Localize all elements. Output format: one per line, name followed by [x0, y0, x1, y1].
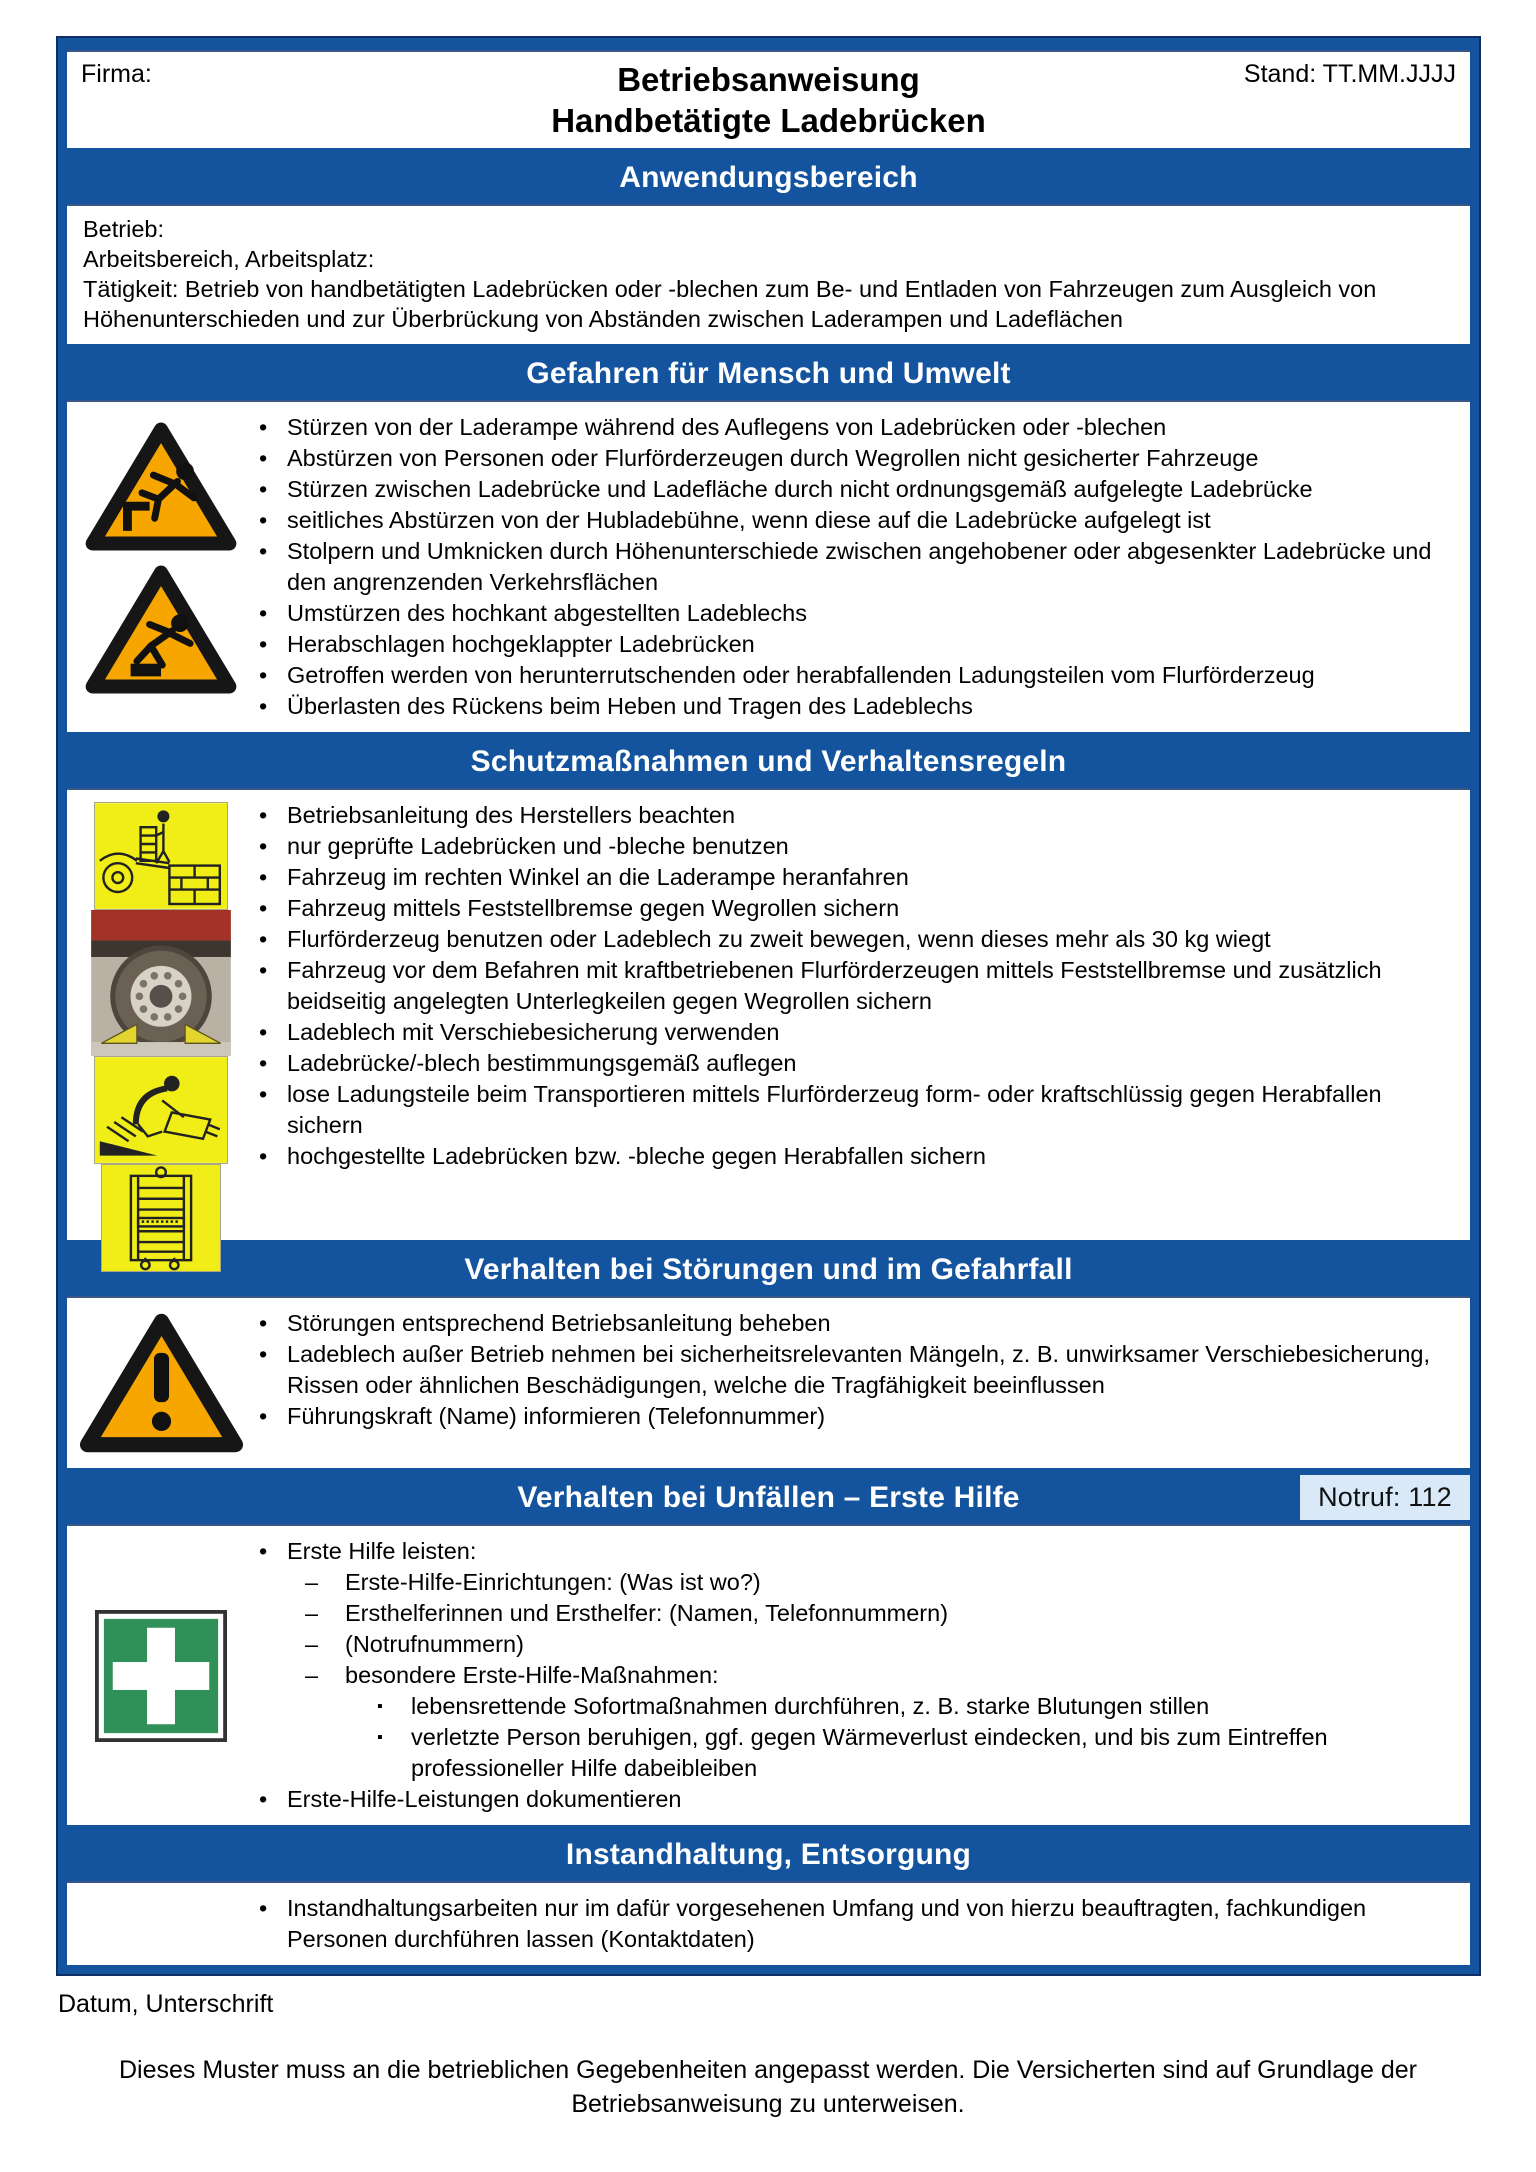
anwendungsbereich-lines [83, 214, 1454, 334]
bullet-marker: • [259, 833, 268, 859]
list-item [259, 924, 1456, 955]
bullet-marker: • [259, 1019, 268, 1045]
section-title: Gefahren für Mensch und Umwelt [526, 356, 1011, 390]
list-item [259, 1598, 1456, 1629]
bullet-marker: – [305, 1569, 319, 1595]
section-bar-stoerungen [58, 1247, 1479, 1292]
list-item [259, 1784, 1456, 1815]
bullet-marker: • [259, 538, 268, 564]
bullet-marker: • [259, 1895, 268, 1921]
list-item-text: Führungskraft (Name) informieren (Telefonnummer) [287, 1403, 826, 1429]
list-item [259, 1079, 1456, 1141]
section-title: Verhalten bei Unfällen – Erste Hilfe [517, 1480, 1020, 1514]
section-title: Anwendungsbereich [619, 160, 918, 194]
list-item [259, 1339, 1456, 1401]
warning-fall-from-edge-icon [85, 418, 237, 555]
title-block [381, 60, 1156, 142]
list-item-text: lose Ladungsteile beim Transportieren mittels Flurförderzeug form- oder kraftschlüssig gegen Herabfallen sichern [287, 1081, 1382, 1138]
warning-tripping-hazard-icon [85, 561, 237, 698]
footer-note: Dieses Muster muss an die betrieblichen Gegebenheiten angepasst werden. Die Versicherten sind auf Grundlage der Betriebsanweisung zu unterweisen. [119, 2056, 1417, 2118]
list-item-text: Überlasten des Rückens beim Heben und Tragen des Ladeblechs [287, 693, 973, 719]
list-item-text: Erste-Hilfe-Leistungen dokumentieren [287, 1786, 682, 1812]
list-item [259, 831, 1456, 862]
bullet-marker: • [259, 1403, 268, 1429]
list-item [259, 1141, 1456, 1172]
list-item [259, 412, 1456, 443]
pictogram-handtruck-over-loading-bridge [94, 802, 228, 910]
list-item [259, 691, 1456, 722]
list-item-text: Fahrzeug vor dem Befahren mit kraftbetriebenen Flurförderzeugen mittels Feststellbremse und zusätzlich beidseitig angelegten Unterlegkeilen gegen Wegrollen sichern [287, 957, 1382, 1014]
list-item [259, 955, 1456, 1017]
list-item [259, 1893, 1456, 1955]
bullet-marker: ▪ [377, 1698, 383, 1715]
document-header [67, 50, 1470, 148]
list-item [259, 443, 1456, 474]
warning-general-icon [79, 1309, 244, 1457]
bullet-marker: • [259, 1341, 268, 1367]
betriebsanweisung-sheet [56, 36, 1481, 1976]
list-item-text: Tätigkeit: Betrieb von handbetätigten Ladebrücken oder -blechen zum Be- und Entladen von Fahrzeugen zum Ausgleich von Höhenunterschieden und zur Überbrückung von Abständen zwischen Laderampen und Ladeflächen [83, 276, 1377, 332]
list-item [83, 214, 1454, 244]
list-item-text: nur geprüfte Ladebrücken und -bleche benutzen [287, 833, 789, 859]
list-item-text: Herabschlagen hochgeklappter Ladebrücken [287, 631, 755, 657]
bullet-marker: • [259, 507, 268, 533]
notruf-badge: Notruf: 112 [1300, 1475, 1470, 1520]
bullet-marker: • [259, 1050, 268, 1076]
unfaelle-list [67, 1526, 1470, 1825]
list-item [259, 1660, 1456, 1691]
list-item-text: Ladebrücke/-blech bestimmungsgemäß auflegen [287, 1050, 797, 1076]
list-item-text: Erste Hilfe leisten: [287, 1538, 477, 1564]
unfaelle-panel [67, 1524, 1470, 1825]
section-bar-instandhaltung [58, 1832, 1479, 1877]
bullet-marker: • [259, 414, 268, 440]
list-item [259, 1722, 1456, 1784]
list-item-text: hochgestellte Ladebrücken bzw. -bleche gegen Herabfallen sichern [287, 1143, 986, 1169]
list-item [259, 629, 1456, 660]
bullet-marker: – [305, 1600, 319, 1626]
list-item-text: Stürzen zwischen Ladebrücke und Ladefläche durch nicht ordnungsgemäß aufgelegte Ladebrücke [287, 476, 1313, 502]
photo-wheel-with-chocks [91, 910, 231, 1056]
firma-label: Firma: [81, 60, 152, 88]
list-item-text: Arbeitsbereich, Arbeitsplatz: [83, 246, 375, 272]
bullet-marker: • [259, 631, 268, 657]
bullet-marker: • [259, 1310, 268, 1336]
anwendungsbereich-panel [67, 204, 1470, 344]
bullet-marker: • [259, 1081, 268, 1107]
section-title: Schutzmaßnahmen und Verhaltensregeln [470, 744, 1067, 778]
document-title: Betriebsanweisung [617, 61, 920, 98]
bullet-marker: • [259, 693, 268, 719]
list-item [259, 1567, 1456, 1598]
list-item-text: Instandhaltungsarbeiten nur im dafür vorgesehenen Umfang und von hierzu beauftragten, fachkundigen Personen durchführen lassen (Kontaktdaten) [287, 1895, 1367, 1952]
list-item-text: verletzte Person beruhigen, ggf. gegen Wärmeverlust eindecken, und bis zum Eintreffen professioneller Hilfe dabeibleiben [411, 1724, 1328, 1781]
stoerungen-list [67, 1298, 1470, 1442]
list-item-text: Ladeblech mit Verschiebesicherung verwenden [287, 1019, 780, 1045]
list-item [259, 1691, 1456, 1722]
stand-date: Stand: TT.MM.JJJJ [1243, 60, 1456, 88]
list-item [259, 1048, 1456, 1079]
stoerungen-panel [67, 1296, 1470, 1468]
list-item [259, 1629, 1456, 1660]
list-item-text: Stolpern und Umknicken durch Höhenunterschiede zwischen angehobener oder abgesenkter Ladebrücke und den angrenzenden Verkehrsflächen [287, 538, 1432, 595]
bullet-marker: • [259, 476, 268, 502]
section-title: Verhalten bei Störungen und im Gefahrfall [464, 1252, 1073, 1286]
list-item-text: Abstürzen von Personen oder Flurförderzeugen durch Wegrollen nicht gesicherter Fahrzeuge [287, 445, 1259, 471]
document-subtitle: Handbetätigte Ladebrücken [551, 102, 986, 139]
list-item-text: Getroffen werden von herunterrutschenden oder herabfallenden Ladungsteilen vom Flurförderzeug [287, 662, 1315, 688]
instandhaltung-panel [67, 1881, 1470, 1965]
section-bar-gefahren [58, 351, 1479, 396]
list-item [259, 893, 1456, 924]
list-item-text: Störungen entsprechend Betriebsanleitung beheben [287, 1310, 831, 1336]
list-item [259, 598, 1456, 629]
gefahren-list [67, 402, 1470, 732]
list-item-text: Stürzen von der Laderampe während des Auflegens von Ladebrücken oder -blechen [287, 414, 1167, 440]
section-title: Instandhaltung, Entsorgung [565, 1837, 972, 1871]
section-bar-anwendungsbereich [58, 155, 1479, 200]
list-item-text: Ersthelferinnen und Ersthelfer: (Namen, Telefonnummern) [345, 1600, 949, 1626]
list-item-text: Flurförderzeug benutzen oder Ladeblech zu zweit bewegen, wenn dieses mehr als 30 kg wiegt [287, 926, 1271, 952]
bullet-marker: • [259, 926, 268, 952]
list-item-text: Ladeblech außer Betrieb nehmen bei sicherheitsrelevanten Mängeln, z. B. unwirksamer Verschiebesicherung, Rissen oder ähnlichen Beschädigungen, welche die Tragfähigkeit beeinflussen [287, 1341, 1430, 1398]
bullet-marker: • [259, 1538, 268, 1564]
section-bar-unfaelle [58, 1475, 1479, 1520]
unfaelle-icon-column [67, 1526, 255, 1825]
list-item-text: Fahrzeug im rechten Winkel an die Laderampe heranfahren [287, 864, 909, 890]
list-item [259, 536, 1456, 598]
schutz-icon-column [67, 790, 255, 1240]
bullet-marker: – [305, 1662, 319, 1688]
bullet-marker: • [259, 864, 268, 890]
first-aid-cross-icon [95, 1610, 227, 1742]
list-item-text: (Notrufnummern) [345, 1631, 524, 1657]
gefahren-icon-column [67, 402, 255, 732]
list-item [259, 660, 1456, 691]
list-item [259, 505, 1456, 536]
instandhaltung-list [67, 1883, 1470, 1965]
bullet-marker: • [259, 1143, 268, 1169]
datum-unterschrift-line: Datum, Unterschrift [58, 1990, 274, 2018]
list-item-text: Fahrzeug mittels Feststellbremse gegen Wegrollen sichern [287, 895, 900, 921]
bullet-marker: • [259, 445, 268, 471]
gefahren-panel [67, 400, 1470, 732]
bullet-marker: • [259, 957, 268, 983]
bullet-marker: • [259, 802, 268, 828]
list-item [259, 1536, 1456, 1567]
list-item [259, 474, 1456, 505]
stoerungen-icon-column [67, 1298, 255, 1468]
list-item-text: Umstürzen des hochkant abgestellten Ladeblechs [287, 600, 807, 626]
bullet-marker: • [259, 662, 268, 688]
list-item-text: Betrieb: [83, 216, 164, 242]
bullet-marker: • [259, 1786, 268, 1812]
schutzmassnahmen-panel [67, 788, 1470, 1240]
list-item [259, 800, 1456, 831]
list-item [259, 862, 1456, 893]
list-item-text: Erste-Hilfe-Einrichtungen: (Was ist wo?) [345, 1569, 761, 1595]
list-item [259, 1308, 1456, 1339]
list-item-text: Betriebsanleitung des Herstellers beachten [287, 802, 736, 828]
bullet-marker: • [259, 895, 268, 921]
bullet-marker: – [305, 1631, 319, 1657]
list-item [259, 1017, 1456, 1048]
list-item [83, 244, 1454, 274]
list-item-text: besondere Erste-Hilfe-Maßnahmen: [345, 1662, 719, 1688]
section-bar-schutzmassnahmen [58, 739, 1479, 784]
schutz-list [67, 790, 1470, 1182]
bullet-marker: ▪ [377, 1729, 383, 1746]
list-item [259, 1401, 1456, 1432]
list-item [83, 274, 1454, 334]
bullet-marker: • [259, 600, 268, 626]
list-item-text: lebensrettende Sofortmaßnahmen durchführen, z. B. starke Blutungen stillen [411, 1693, 1210, 1719]
list-item-text: seitliches Abstürzen von der Hubladebühne, wenn diese auf die Ladebrücke aufgelegt ist [287, 507, 1211, 533]
pictogram-laying-loading-plate [94, 1056, 228, 1164]
